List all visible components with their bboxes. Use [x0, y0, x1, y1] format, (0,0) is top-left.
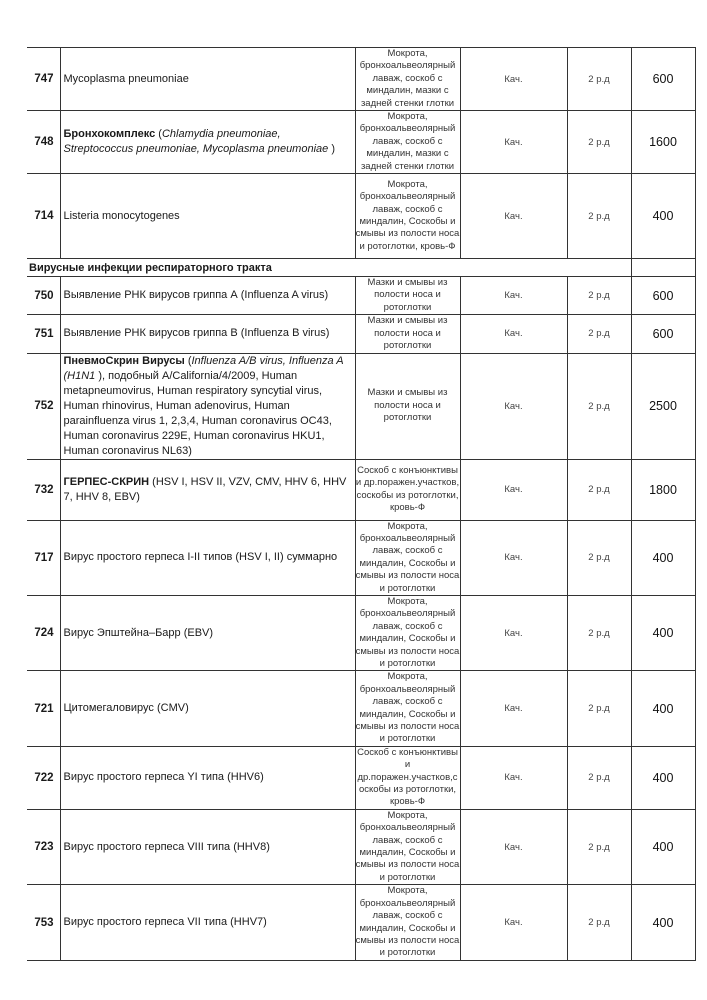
table-row — [27, 48, 695, 111]
turnaround-time: 2 р.д — [567, 746, 631, 809]
test-name-italic: Chlamydia pneumoniae, Streptococcus pneumoniae, Mycoplasma pneumoniae — [63, 128, 329, 156]
price: 400 — [631, 671, 695, 746]
sample-material: Мокрота, бронхоальвеолярный лаваж, соскоб с миндалин, Соскобы и смывы из полости носа и ротоглотки — [355, 809, 460, 883]
test-name: Listeria monocytogenes — [60, 174, 355, 259]
sample-material: Мокрота, бронхоальвеолярный лаваж, соскоб с миндалин, Соскобы и смывы из полости носа и ротоглотки, кровь-Ф — [355, 174, 460, 259]
sample-material: Мокрота, бронхоальвеолярный лаваж, соскоб с миндалин, Соскобы и смывы из полости носа и ротоглотки — [355, 885, 460, 959]
test-code: 721 — [27, 671, 60, 746]
table-row — [27, 809, 695, 884]
test-code: 752 — [27, 353, 60, 459]
turnaround-time: 2 р.д — [567, 315, 631, 353]
sample-material: Мокрота, бронхоальвеолярный лаваж, соскоб с миндалин, мазки с задней стенки глотки — [355, 48, 460, 111]
test-code: 751 — [27, 315, 60, 353]
turnaround-time: 2 р.д — [567, 885, 631, 960]
turnaround-time: 2 р.д — [567, 595, 631, 670]
price: 400 — [631, 885, 695, 960]
table-row — [27, 315, 695, 353]
price: 600 — [631, 277, 695, 315]
test-name-bold: Бронхокомплекс — [63, 128, 156, 141]
method-type: Кач. — [460, 671, 567, 746]
test-name: Вирус простого герпеса VIII типа (HHV8) — [60, 809, 355, 884]
test-code: 750 — [27, 277, 60, 315]
method-type: Кач. — [460, 809, 567, 884]
method-type: Кач. — [460, 746, 567, 809]
test-code: 748 — [27, 111, 60, 174]
price: 400 — [631, 174, 695, 259]
table-row — [27, 111, 695, 174]
test-name: Mycoplasma pneumoniae — [60, 48, 355, 111]
price: 600 — [631, 315, 695, 353]
turnaround-time: 2 р.д — [567, 353, 631, 459]
turnaround-time: 2 р.д — [567, 809, 631, 884]
method-type: Кач. — [460, 315, 567, 353]
sample-material: Мокрота, бронхоальвеолярный лаваж, соскоб с миндалин, мазки с задней стенки глотки — [355, 111, 460, 174]
table-row — [27, 520, 695, 595]
price-list-table — [27, 47, 696, 961]
test-name: Вирус простого герпеса I-II типов (HSV I, II) суммарно — [60, 520, 355, 595]
test-name: Цитомегаловирус (CMV) — [60, 671, 355, 746]
test-name: Вирус простого герпеса YI типа (HHV6) — [60, 746, 355, 809]
price: 400 — [631, 809, 695, 884]
table-row — [27, 671, 695, 746]
sample-material: Мазки и смывы из полости носа и ротоглотки — [355, 277, 460, 315]
turnaround-time: 2 р.д — [567, 671, 631, 746]
sample-material: Мокрота, бронхоальвеолярный лаваж, соскоб с миндалин, Соскобы и смывы из полости носа и ротоглотки — [355, 520, 460, 594]
method-type: Кач. — [460, 174, 567, 259]
turnaround-time: 2 р.д — [567, 174, 631, 259]
method-type: Кач. — [460, 277, 567, 315]
table-row — [27, 459, 695, 520]
table-row — [27, 174, 695, 259]
test-name: Бронхокомплекс (Chlamydia pneumoniae, Streptococcus pneumoniae, Mycoplasma pneumoniae ) — [60, 111, 355, 174]
price: 400 — [631, 595, 695, 670]
test-code: 753 — [27, 885, 60, 960]
method-type: Кач. — [460, 353, 567, 459]
price: 600 — [631, 48, 695, 111]
method-type: Кач. — [460, 885, 567, 960]
test-code: 724 — [27, 595, 60, 670]
test-code: 722 — [27, 746, 60, 809]
test-name-bold: ГЕРПЕС-СКРИН — [63, 475, 150, 488]
table-row — [27, 595, 695, 670]
test-name-bold: ПневмоСкрин Вирусы — [63, 354, 185, 367]
test-name: Вирус Эпштейна–Барр (EBV) — [60, 595, 355, 670]
test-code: 714 — [27, 174, 60, 259]
table-row — [27, 277, 695, 315]
price: 1800 — [631, 459, 695, 520]
sample-material: Мазки и смывы из полости носа и ротоглотки — [355, 315, 460, 353]
test-name: ПневмоСкрин Вирусы (Influenza A/B virus, Influenza A (H1N1 ), подобный A/California/4/2009, Human metapneumovirus, Human respiratory syncytial virus, Human rhinovirus, Human adenovirus, Human parainfluenza virus 1, 2,3,4, Human coronavirus OC43, Human coronavirus 229E, Human coronavirus HKU1, Human coronavirus NL63) — [60, 353, 355, 459]
method-type: Кач. — [460, 48, 567, 111]
turnaround-time: 2 р.д — [567, 111, 631, 174]
section-price-cell — [631, 259, 695, 277]
test-code: 723 — [27, 809, 60, 884]
turnaround-time: 2 р.д — [567, 277, 631, 315]
table-row — [27, 353, 695, 459]
test-name: ГЕРПЕС-СКРИН (HSV I, HSV II, VZV, CMV, HHV 6, HHV 7, HHV 8, EBV) — [60, 459, 355, 520]
test-name: Вирус простого герпеса VII типа (HHV7) — [60, 885, 355, 960]
turnaround-time: 2 р.д — [567, 459, 631, 520]
sample-material: Мокрота, бронхоальвеолярный лаваж, соскоб с миндалин, Соскобы и смывы из полости носа и ротоглотки — [355, 595, 460, 669]
method-type: Кач. — [460, 459, 567, 520]
test-code: 732 — [27, 459, 60, 520]
test-name: Выявление РНК вирусов гриппа А (Influenza A virus) — [60, 277, 355, 315]
price: 400 — [631, 520, 695, 595]
price: 400 — [631, 746, 695, 809]
sample-material: Соскоб с конъюнктивы и др.поражен.участков, соскобы из ротоглотки, кровь-Ф — [355, 459, 460, 520]
turnaround-time: 2 р.д — [567, 520, 631, 595]
test-name: Выявление РНК вирусов гриппа В (Influenza B virus) — [60, 315, 355, 353]
test-code: 717 — [27, 520, 60, 595]
method-type: Кач. — [460, 111, 567, 174]
turnaround-time: 2 р.д — [567, 48, 631, 111]
sample-material: Мокрота, бронхоальвеолярный лаваж, соскоб с миндалин, Соскобы и смывы из полости носа и ротоглотки — [355, 671, 460, 745]
section-header-row — [27, 259, 695, 277]
price: 2500 — [631, 353, 695, 459]
test-code: 747 — [27, 48, 60, 111]
section-title: Вирусные инфекции респираторного тракта — [27, 259, 631, 277]
table-row — [27, 746, 695, 809]
test-name-italic: Influenza A/B virus, Influenza A (H1N1 — [63, 354, 344, 382]
sample-material: Соскоб с конъюнктивы и др.поражен.участков,с оскобы из ротоглотки, кровь-Ф — [355, 746, 460, 809]
sample-material: Мазки и смывы из полости носа и ротоглотки — [355, 353, 460, 459]
method-type: Кач. — [460, 520, 567, 595]
price: 1600 — [631, 111, 695, 174]
method-type: Кач. — [460, 595, 567, 670]
table-row — [27, 885, 695, 960]
